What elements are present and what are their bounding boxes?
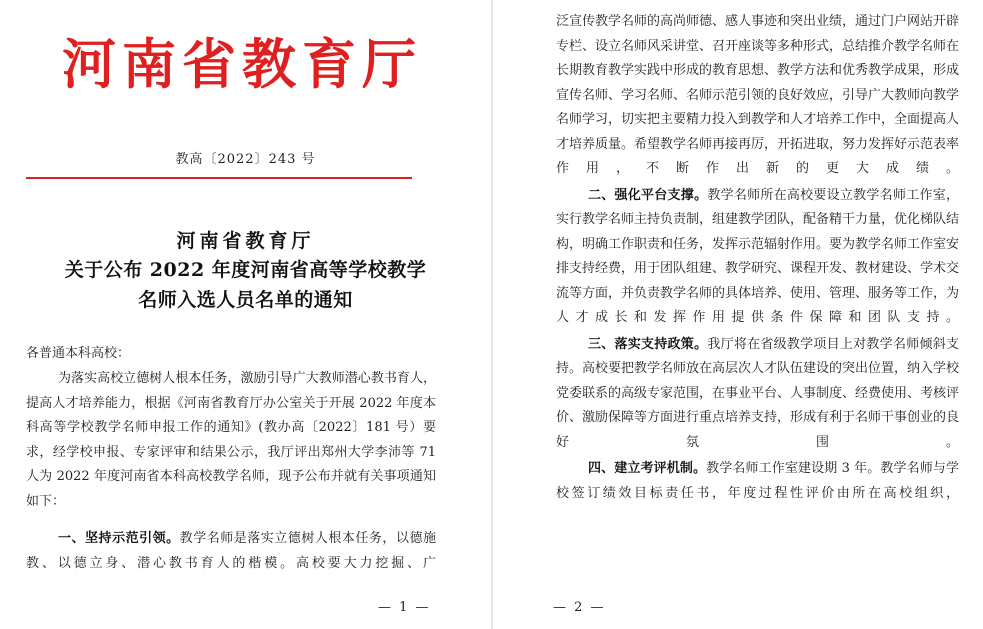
item2-heading: 二、强化平台支撑。 xyxy=(588,187,708,203)
item3-heading: 三、落实支持政策。 xyxy=(588,336,708,352)
right-page-body xyxy=(556,10,959,508)
salutation: 各普通本科高校： xyxy=(26,346,131,361)
title-line-2: 关于公布 2022 年度河南省高等学校教学 xyxy=(64,259,427,281)
item1-continuation: 泛宣传教学名师的高尚师德、感人事迹和突出业绩，通过门户网站开辟专栏、设立名师风采讲堂、召开座谈等多种形式，总结推介教学名师在长期教育教学实践中形成的教育思想、教学方法和优秀教学成果，形成宣传名师、学习名师、名师示范引领的良好效应，引导广大教师向教学名师学习，切实把主要精力投入到教学和人才培养工作中，全面提高人才培养质量。希望教学名师再接再厉，开拓进取，努力发挥好示范表率作用，不断作出新的更大成绩。 xyxy=(556,14,960,176)
page-number-2: — 2 — xyxy=(553,600,606,615)
red-divider xyxy=(26,177,412,179)
masthead: 河南省教育厅 xyxy=(62,33,422,96)
item4-text: 教学名师工作室建设期 3 年。教学名师与学校签订绩效目标责任书，年度过程性评价由所在高校组织， xyxy=(556,461,959,501)
title-line-3: 名师入选人员名单的通知 xyxy=(138,289,353,311)
title-line-1: 河南省教育厅 xyxy=(176,230,315,252)
item2-paragraph xyxy=(556,184,959,331)
item3-text: 我厅将在省级教学项目上对教学名师倾斜支持。高校要把教学名师放在高层次人才队伍建设的突出位置，纳入学校党委联系的高级专家范围，在事业平台、人事制度、经费使用、考核评价、激励保障等方面进行重点培养支持，形成有利于名师干事创业的良好氛围。 xyxy=(556,336,960,450)
item1-paragraph xyxy=(26,527,436,576)
page-number-1: — 1 — xyxy=(378,600,431,615)
item3-paragraph xyxy=(556,333,959,456)
document-number: 教高〔2022〕243 号 xyxy=(175,152,316,167)
item4-heading: 四、建立考评机制。 xyxy=(588,461,707,476)
item1-heading: 一、坚持示范引领。 xyxy=(58,531,180,546)
intro-paragraph: 为落实高校立德树人根本任务，激励引导广大教师潜心教书育人，提高人才培养能力，根据《河南省教育厅办公室关于开展 2022 年度本科高等学校教学名师申报工作的通知》(教办高〔2022〕181 号）要求，经学校申报、专家评审和结果公示，我厅评出郑州大学李沛等 71 人为 2022 年度河南省本科高校教学名师，现予公布并就有关事项通知如下： xyxy=(26,371,436,509)
page-left xyxy=(0,0,491,629)
item4-paragraph xyxy=(556,457,959,506)
item2-text: 教学名师所在高校要设立教学名师工作室，实行教学名师主持负责制，组建教学团队，配备精干力量，优化梯队结构，明确工作职责和任务，发挥示范辐射作用。要为教学名师工作室安排支持经费，用于团队组建、教学研究、课程开发、教材建设、学术交流等方面，并负责教学名师的具体培养、使用、管理、服务等工作，为人才成长和发挥作用提供条件保障和团队支持。 xyxy=(556,187,960,325)
item1-text: 教学名师是落实立德树人根本任务，以德施教、以德立身、潜心教书育人的楷模。高校要大力挖掘、广 xyxy=(26,531,436,571)
